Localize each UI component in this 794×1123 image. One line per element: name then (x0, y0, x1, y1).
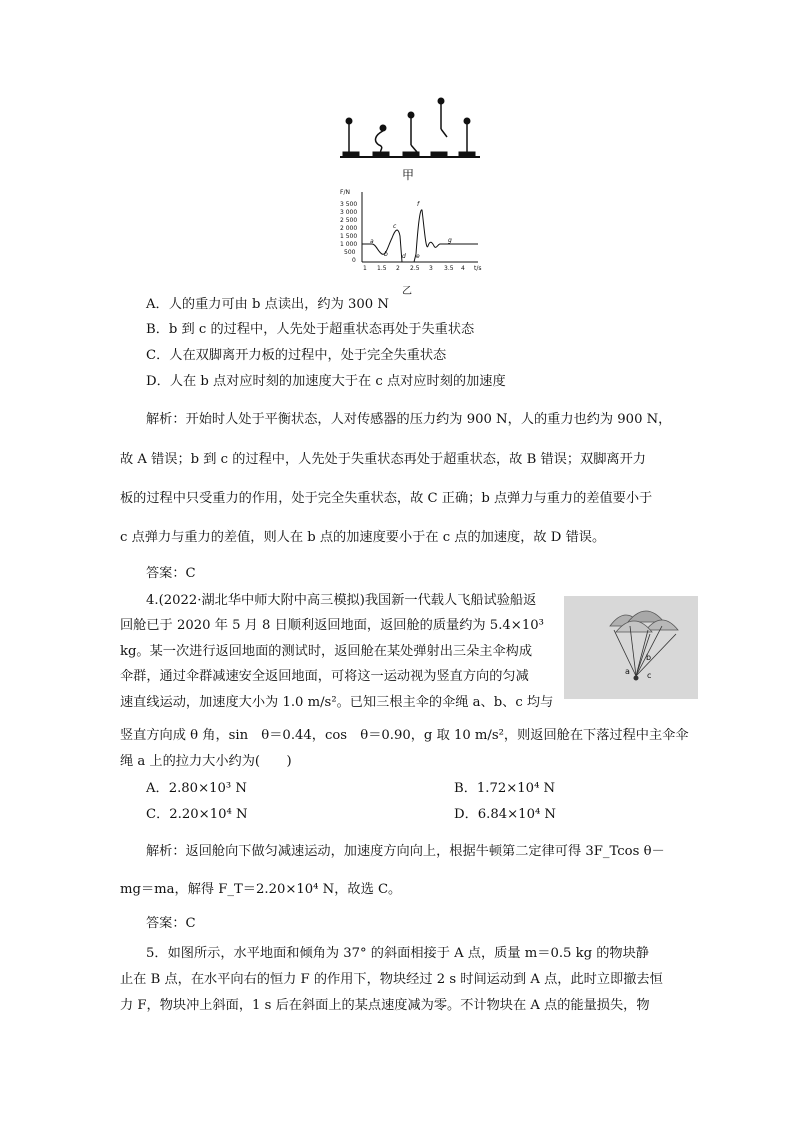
q4-stem-line: 速直线运动，加速度大小为 1.0 m/s²。已知三根主伞的伞绳 a、b、c 均与 (120, 695, 554, 710)
q3-option-a: A．人的重力可由 b 点读出，约为 300 N (146, 297, 389, 312)
q4-option-b: B．1.72×10⁴ N (454, 781, 556, 796)
y-tick: 500 (344, 249, 356, 256)
q4-option-a: A．2.80×10³ N (146, 781, 247, 796)
point-label-b: b (384, 251, 388, 258)
parachute-rope-label-b: b (646, 653, 652, 662)
parachute-rope-label-c: c (647, 671, 652, 680)
y-tick: 3 000 (340, 209, 358, 216)
x-tick: 1 (363, 265, 367, 272)
point-label-c: c (393, 223, 397, 230)
x-tick: 3.5 (444, 265, 454, 272)
q4-stem-line: 4.(2022·湖北华中师大附中高三模拟)我国新一代载人飞船试验船返 (146, 593, 537, 608)
q3-analysis-line: c 点弹力与重力的差值，则人在 b 点的加速度要小于在 c 点的加速度，故 D 错误。 (120, 530, 606, 545)
q5-stem-line: 力 F，物块冲上斜面，1 s 后在斜面上的某点速度减为零。不计物块在 A 点的能量损失，物 (120, 998, 650, 1013)
y-tick: 1 500 (340, 233, 358, 240)
q4-stem-line: 绳 a 上的拉力大小约为( ) (120, 754, 292, 769)
y-tick: 2 000 (340, 225, 358, 232)
point-label-g: g (448, 237, 452, 244)
x-tick: 3 (429, 265, 433, 272)
y-tick: 2 500 (340, 217, 358, 224)
q3-option-c: C．人在双脚离开力板的过程中，处于完全失重状态 (146, 348, 447, 363)
point-label-d: d (402, 253, 406, 260)
q5-stem-line: 止在 B 点，在水平向右的恒力 F 的作用下，物块经过 2 s 时间运动到 A 点，此时立即撤去恒 (120, 972, 663, 987)
q4-answer: 答案：C (146, 916, 196, 931)
q5-stem-line: 5．如图所示，水平地面和倾角为 37° 的斜面相接于 A 点，质量 m＝0.5 kg 的物块静 (146, 946, 649, 961)
parachute-photo (564, 596, 698, 699)
q4-stem-line: kg。某一次进行返回地面的测试时，返回舱在某处弹射出三朵主伞构成 (120, 644, 533, 659)
point-label-f: f (417, 201, 420, 208)
figure-jia-caption: 甲 (402, 168, 415, 182)
y-axis-label: F/N (340, 189, 350, 196)
x-tick: 2.5 (410, 265, 420, 272)
y-tick: 0 (352, 257, 356, 264)
point-label-a: a (370, 238, 374, 245)
figure-yi-caption: 乙 (402, 286, 412, 297)
q3-analysis-line: 板的过程中只受重力的作用，处于完全失重状态，故 C 正确；b 点弹力与重力的差值要小于 (120, 491, 653, 506)
parachute-rope-label-a: a (625, 667, 630, 676)
q4-stem-line: 伞群，通过伞群减速安全返回地面，可将这一运动视为竖直方向的匀减 (120, 669, 529, 684)
q4-analysis-line: 解析：返回舱向下做匀减速运动，加速度方向向上，根据牛顿第二定律可得 3F_Tcos θ－ (146, 844, 665, 859)
q4-option-d: D．6.84×10⁴ N (454, 807, 556, 822)
y-tick: 1 000 (340, 241, 358, 248)
q3-analysis-line: 解析：开始时人处于平衡状态，人对传感器的压力约为 900 N，人的重力也约为 900 N， (146, 412, 672, 427)
y-tick: 3 500 (340, 201, 358, 208)
x-tick: 1.5 (377, 265, 387, 272)
force-time-graph (338, 186, 488, 284)
q4-option-c: C．2.20×10⁴ N (146, 807, 248, 822)
x-tick: 4 (461, 265, 465, 272)
q4-analysis-line: mg＝ma，解得 F_T＝2.20×10⁴ N，故选 C。 (120, 882, 402, 897)
point-label-e: e (416, 253, 420, 260)
x-tick: 2 (396, 265, 400, 272)
q4-stem-line: 竖直方向成 θ 角，sin θ＝0.44，cos θ＝0.90，g 取 10 m/s²，则返回舱在下落过程中主伞伞 (120, 728, 689, 743)
q3-option-b: B．b 到 c 的过程中，人先处于超重状态再处于失重状态 (146, 322, 475, 337)
q3-analysis-line: 故 A 错误；b 到 c 的过程中，人先处于失重状态再处于超重状态，故 B 错误；双脚离开力 (120, 452, 646, 467)
q4-stem-line: 回舱已于 2020 年 5 月 8 日顺利返回地面，返回舱的质量约为 5.4×10³ (120, 618, 544, 633)
q3-answer: 答案：C (146, 566, 196, 581)
q3-option-d: D．人在 b 点对应时刻的加速度大于在 c 点对应时刻的加速度 (146, 374, 506, 389)
x-axis-label: t/s (474, 265, 482, 272)
